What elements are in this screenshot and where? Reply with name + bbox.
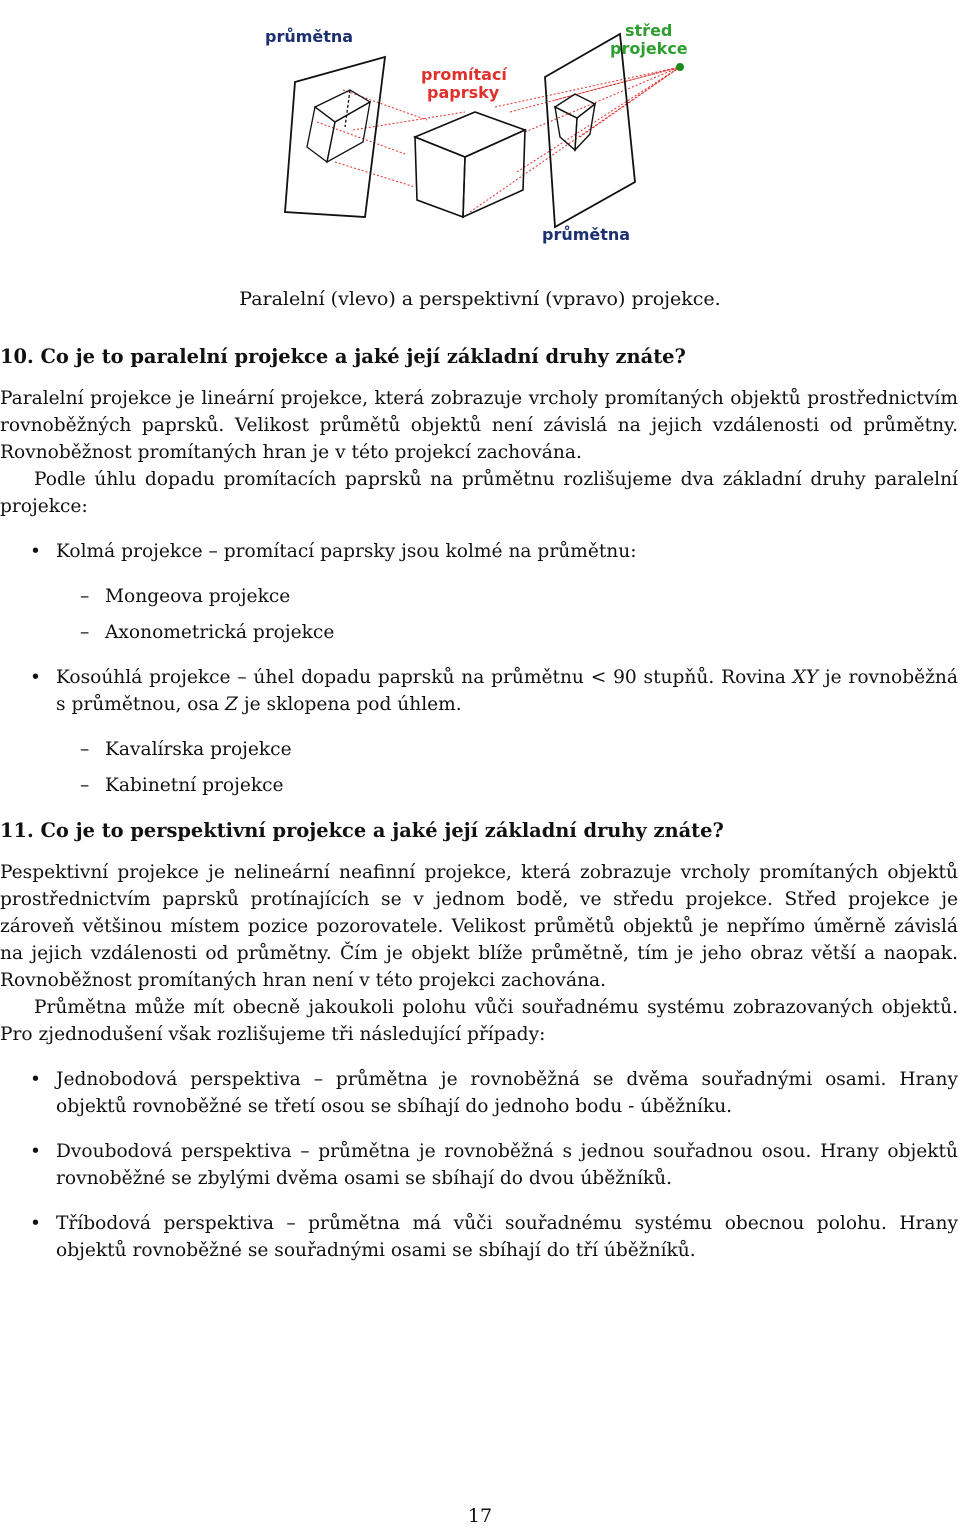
dash-icon: – [80, 775, 90, 796]
section-10-heading: 10. Co je to paralelní projekce a jaké její základní druhy znáte? [0, 345, 686, 368]
math-xy: XY [792, 667, 819, 688]
list-item [0, 1066, 958, 1120]
section-11-para-1: Pespektivní projekce je nelineární neafinní projekce, která zobrazuje vrcholy promítaných objektů prostřednictvím paprsků protínajících se v jednom bodě, ve středu projekce. Střed projekce je zároveň většinou místem pozice pozorovatele. Velikost průmětů objektů je nepřímo úměrně závislá na jejich vzdálenosti od průmětny. Čím je objekt blíže průmětně, tím je jeho obraz větší a naopak. Rovnoběžnost promítaných hran není v této projekci zachována. [0, 862, 958, 991]
sub-item-text: Mongeova projekce [105, 586, 291, 607]
sub-list-item [0, 583, 958, 610]
left-cube [307, 90, 370, 162]
bullet-text-c: je sklopena pod úhlem. [237, 694, 462, 715]
sub-list-item [0, 772, 958, 799]
dash-icon: – [80, 739, 90, 760]
dash-icon: – [80, 586, 90, 607]
bullet-text-a: Kosoúhlá projekce – úhel dopadu paprsků na průmětnu < 90 stupňů. Rovina [56, 667, 793, 688]
bullet-icon: • [30, 1141, 41, 1162]
section-11-para-2: Průmětna může mít obecně jakoukoli polohu vůči souřadnému systému zobrazovaných objektů. Pro zjednodušení však rozlišujeme tři následující případy: [0, 997, 958, 1045]
bullet-text: Tříbodová perspektiva – průmětna má vůči souřadnému systému obecnou polohu. Hrany objektů rovnoběžné se souřadnými osami se sbíhají do tří úběžníků. [56, 1213, 958, 1261]
list-item [0, 1210, 958, 1264]
list-item [0, 538, 958, 646]
sub-item-text: Kabinetní projekce [105, 775, 284, 796]
bullet-text: Jednobodová perspektiva – průmětna je rovnoběžná se dvěma souřadnými osami. Hrany objektů rovnoběžné se třetí osou se sbíhají do jednoho bodu - úběžníku. [56, 1069, 958, 1117]
label-rays-1: promítací [421, 65, 507, 84]
figure-caption: Paralelní (vlevo) a perspektivní (vpravo) projekce. [239, 288, 721, 310]
sub-list [56, 736, 958, 799]
projection-diagram [255, 12, 705, 252]
bullet-text: Kolmá projekce – promítací paprsky jsou kolmé na průmětnu: [56, 541, 637, 562]
projection-center-point [676, 63, 684, 71]
section-11 [0, 817, 958, 1264]
list-item [0, 1138, 958, 1192]
bullet-icon: • [30, 1069, 41, 1090]
bullet-icon: • [30, 541, 41, 562]
left-plane [285, 57, 385, 217]
label-right-plane: průmětna [542, 225, 631, 244]
math-z: Z [225, 694, 238, 715]
label-center-1: střed [625, 21, 673, 40]
label-rays-2: paprsky [427, 83, 500, 102]
bullet-icon: • [30, 1213, 41, 1234]
document-body [0, 343, 958, 1282]
perspective-types-list [0, 1066, 958, 1264]
middle-cube [415, 112, 525, 217]
parallel-types-list [0, 538, 958, 799]
section-10-para-1: Paralelní projekce je lineární projekce, která zobrazuje vrcholy promítaných objektů prostřednictvím rovnoběžných paprsků. Velikost průmětů objektů není závislá na jejich vzdálenosti od průmětny. Rovnoběžnost promítaných hran je v této projekcí zachována. [0, 388, 958, 463]
projection-figure [255, 12, 705, 252]
sub-item-text: Axonometrická projekce [105, 622, 335, 643]
label-left-plane: průmětna [265, 27, 354, 46]
section-10-para-2: Podle úhlu dopadu promítacích paprsků na průmětnu rozlišujeme dva základní druhy paralelní projekce: [0, 469, 958, 517]
sub-list-item [0, 619, 958, 646]
label-center-2: projekce [610, 39, 688, 58]
section-11-heading: 11. Co je to perspektivní projekce a jaké její základní druhy znáte? [0, 819, 724, 842]
sub-list [56, 583, 958, 646]
dash-icon: – [80, 622, 90, 643]
sub-item-text: Kavalírska projekce [105, 739, 292, 760]
bullet-icon: • [30, 667, 41, 688]
list-item [0, 664, 958, 799]
bullet-text: Dvoubodová perspektiva – průmětna je rovnoběžná s jednou souřadnou osou. Hrany objektů rovnoběžné se zbylými dvěma osami se sbíhají do dvou úběžníků. [56, 1141, 958, 1189]
page-number: 17 [467, 1505, 493, 1527]
bullet-text-b: je rovnoběžná s průmětnou, osa [56, 667, 958, 715]
sub-list-item [0, 736, 958, 763]
right-cube [555, 94, 595, 150]
